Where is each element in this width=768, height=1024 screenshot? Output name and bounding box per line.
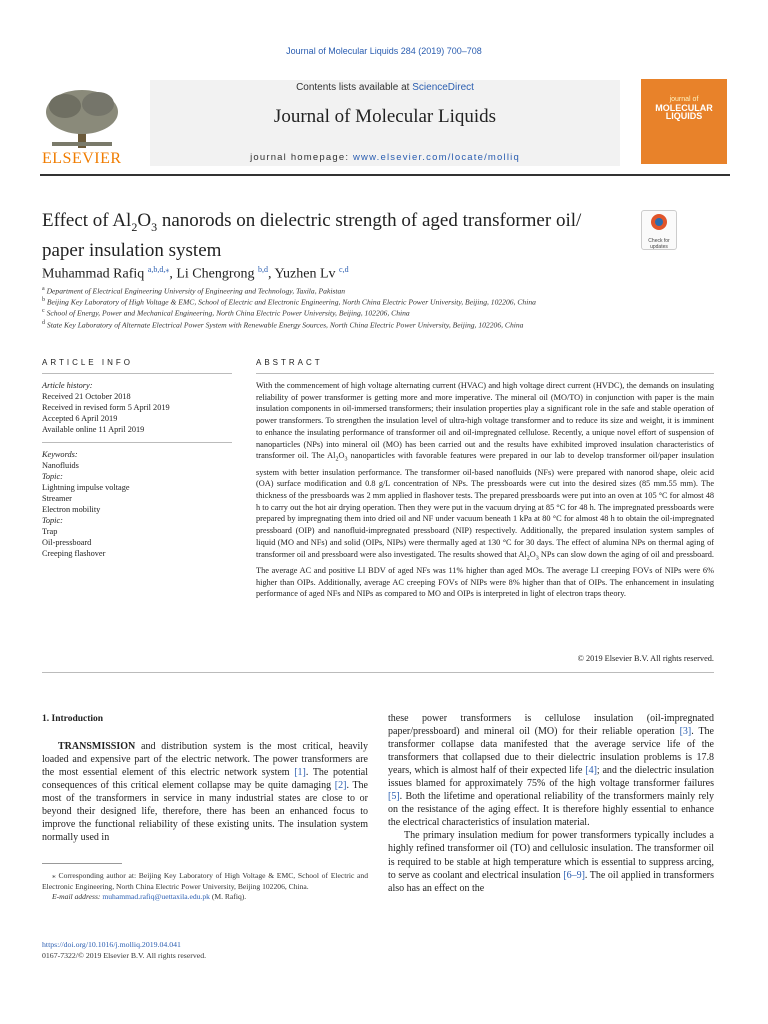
keyword: Oil-pressboard [42, 538, 92, 547]
paper-title: Effect of $Al_2O_3$ nanorods on dielectric strength of aged transformer oil/ paper insulation system [42, 210, 582, 261]
corresponding-author-mark[interactable]: ⁎ [165, 265, 170, 274]
doi-link[interactable]: https://doi.org/10.1016/j.molliq.2019.04.041 [42, 940, 181, 949]
citation-link[interactable]: [6–9] [563, 869, 585, 881]
author-list: Muhammad Rafiq $^{a,b,d,⁎}$, Li Chengrong $^{b,d}$, Yuzhen Lv $^{c,d}$ [42, 265, 349, 282]
citation-link[interactable]: [5] [388, 791, 400, 803]
abstract-copyright: © 2019 Elsevier B.V. All rights reserved. [577, 654, 714, 663]
citation-link[interactable]: [4] [585, 765, 597, 777]
keywords-list: Keywords: Nanofluids Topic: Lightning impulse voltage Streamer Electron mobility Topic: Trap Oil-pressboard Creeping flashover [42, 449, 232, 559]
author-name: Yuzhen Lv [274, 266, 336, 282]
journal-cover-image [641, 79, 727, 164]
affiliation-d: $^d$ State Key Laboratory of Alternate Electrical Power System with Renewable Energy Sources, North China Electric Power University, Beijing, 102206, China [42, 320, 524, 330]
citation-link[interactable]: [2] [334, 780, 347, 792]
sciencedirect-link[interactable]: ScienceDirect [412, 82, 474, 93]
check-updates-icon [642, 211, 676, 233]
journal-homepage-link[interactable]: www.elsevier.com/locate/molliq [353, 152, 520, 163]
article-info-divider [42, 442, 232, 443]
abstract-heading: ABSTRACT [256, 358, 323, 367]
citation-link[interactable]: [3] [679, 726, 692, 738]
keyword: Trap [42, 527, 58, 536]
top-citation[interactable]: Journal of Molecular Liquids 284 (2019) 700–708 [286, 46, 482, 56]
keyword: Electron mobility [42, 505, 101, 514]
contents-line: Contents lists available at ScienceDirect [296, 82, 474, 93]
author-email-link[interactable]: muhammad.rafiq@uettaxila.edu.pk [102, 892, 210, 901]
doi-block [42, 940, 206, 961]
keyword: Nanofluids [42, 461, 79, 470]
article-info-heading: ARTICLE INFO [42, 358, 133, 367]
citation-link[interactable]: [1] [294, 767, 306, 779]
elsevier-wordmark: ELSEVIER [42, 150, 122, 167]
section-heading-introduction: 1. Introduction [42, 714, 104, 724]
abstract-text: With the commencement of high voltage alternating current (HVAC) and high voltage direct current (HVDC), the demands on insulating reliability of power transformer is getting more and more imperative. The mineral oil (MO/TO) in conjunction with paper is the main insulation components in oil-immersed transformers; their insulation properties play a significant role in the safe and stable operation of power transformers. To strengthen the insulation level of ultra-high voltage transformer and to reduce its size and weight, it is imminent to enhance the insulating performance of transformer oil and oil-impregnated cellulose. Recently, a unique novel effort of suspension of nanoparticles (NPs) into mineral oil (MO) has been carried out and the results have exhibited improved insulation characteristics of transformer oil. The $Al_2O_3$ nanoparticles with favorable features were prepared in our lab to develop transformer oil/paper insulation system with better insulation performance. The transformer oil-based nanofluids (NFs) were prepared with nanorod shape, oleic acid (OA) surface modification and 0.8 g/L concentration of NPs. The pressboards were cut into the desired sizes (85 mm.55 mm). The thickness of the pressboards was 2 mm applied in flashover tests. The prepared pressboards were put into an oven at 105 °C for almost 48 h to carry out the hot air drying operation. Then they were put in the vacuum drying at 85 °C for 48 h. The impregnated pressboards were prepared by impregnating them into dried oil and NF under vacuum beneath 1 kPa at 80 °C for almost 48 h to obtain the oil-impregnated pressboard (OIP) and nanofluid-impregnated pressboard (NIP) respectively. Additionally, the prepared insulation system samples of liquid (MO and NFs) and solid (OIPs, NIPs) were thermally aged at 130 °C for 30 days. The effect of alumina NPs on thermal aging of transformer oil and pressboard were also investigated. The results showed that $Al_2O_3$ NPs can slow down the aging of oil and pressboard. The average AC and positive LI BDV of aged NFs was 11% higher than aged MOs. The average LI creeping FOVs of NIPs were 6% higher than OIPs. Additionally, average AC creeping FOVs of NIPs were 8% higher than that of OIPs. The enhancement in insulating performance of aged NFs and NIPs as compared to MO and OIPs is interpreted in light of electron traps theory. [256, 381, 714, 599]
intro-column-left: TRANSMISSION and distribution system is the most critical, heavily loaded and expensive part of the electric network. The power transformers are the most essential element of this electric network system [1]. The potential consequences of this critical element collapse may be quite damaging [2]. The most of the transformers in service in many industrial states are close to or beyond their designed life, therefore, there has been an enhanced focus to improve the functional reliability of these existing units. The insulation system normally used in [42, 741, 368, 844]
header-rule [40, 174, 730, 176]
abstract-rule [256, 373, 714, 374]
journal-homepage: journal homepage: www.elsevier.com/locate/molliq [250, 152, 520, 163]
journal-title: Journal of Molecular Liquids [273, 106, 497, 127]
author-name: Muhammad Rafiq [42, 266, 145, 282]
article-history: Article history: Received 21 October 2018 Received in revised form 5 April 2019 Accepted 6 April 2019 Available online 11 April 2019 [42, 381, 170, 434]
affiliation-a: $^a$ Department of Electrical Engineering University of Engineering and Technology, Taxila, Pakistan [42, 286, 346, 296]
issn-line: 0167-7322/© 2019 Elsevier B.V. All rights reserved. [42, 950, 207, 960]
keyword: Streamer [42, 494, 72, 503]
footnote-rule [42, 863, 122, 864]
intro-column-right: these power transformers is cellulose insulation (oil-impregnated paper/pressboard) and mineral oil (MO) for their reliable operation [3]. The transformer collapse data manifested that the average service life of the transformers that collapsed due to their dielectric insulation problems is 17.8 years, which is almost half of their expected life [4]; and the dielectric insulation issues blamed for approximately 75% of the high voltage transformer failures [5]. Both the lifetime and operational reliability of the transformers mainly rely on the resistance of the aging effect. It is therefore highly essential to enhance the electrical characteristics of insulation material. The primary insulation medium for power transformers typically includes a highly refined transformer oil (TO) and cellulosic insulation. The transformer oil is required to be stable at high temperature which is essential to suppress arcing, to serve as coolant and electrical insulation [6–9]. The oil applied in transformers also has an effect on the [388, 713, 714, 894]
keyword: Lightning impulse voltage [42, 483, 130, 492]
affiliation-b: $^b$ Beijing Key Laboratory of High Voltage & EMC, School of Electric and Electronic Engineering, North China Electric Power University, Beijing, 102206, China [42, 297, 536, 307]
corresponding-author-footnote: ⁎ Corresponding author at: Beijing Key Laboratory of High Voltage & EMC, School of Electric and Electronic Engineering, North China Electric Power University, Beijing 102206, China. E-mail address: muhammad.rafiq@uettaxila.edu.pk (M. Rafiq). [42, 871, 368, 901]
abstract-bottom-rule [42, 672, 714, 673]
check-updates-label: Check for updates [648, 238, 670, 250]
affiliation-c: $^c$ School of Energy, Power and Mechanical Engineering, North China Electric Power University, Beijing, 102206, China [42, 308, 410, 318]
check-for-updates-button[interactable] [641, 210, 677, 250]
journal-cover-text: journal of MOLECULAR LIQUIDS [655, 96, 713, 121]
article-info-rule [42, 373, 232, 374]
author-name: Li Chengrong [176, 266, 255, 282]
keyword: Creeping flashover [42, 549, 106, 558]
